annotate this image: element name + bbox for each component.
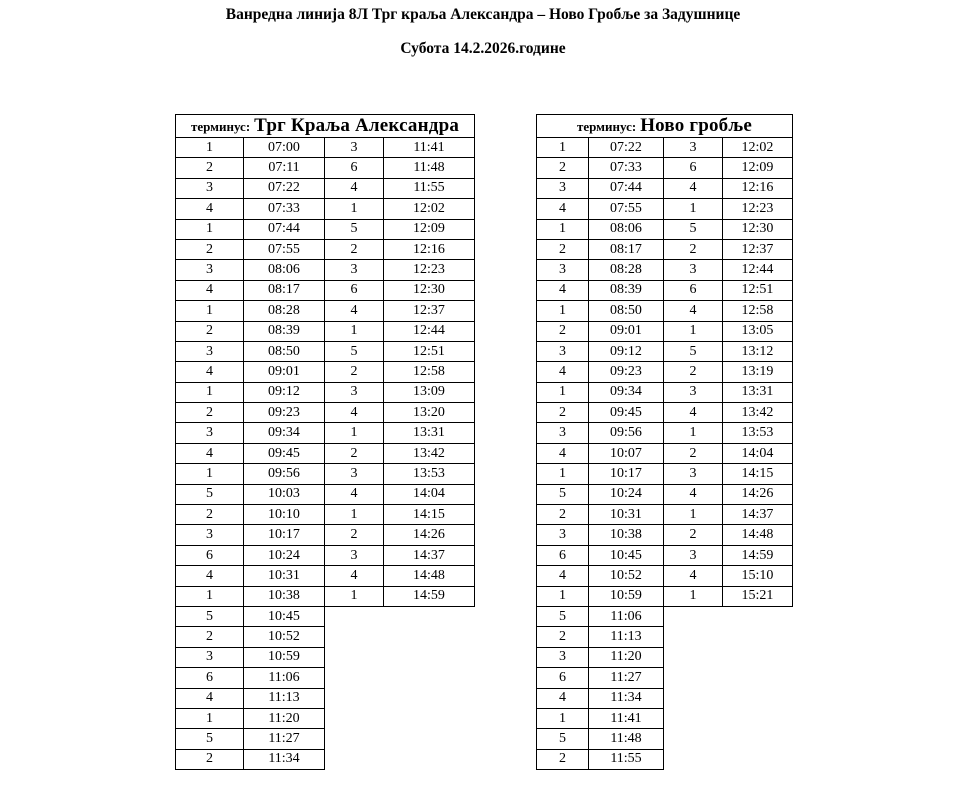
- table-row: [176, 484, 475, 504]
- table-row: [537, 586, 793, 606]
- vehicle-number-cell: 1: [325, 586, 384, 606]
- departure-time-cell: 13:53: [723, 423, 793, 443]
- table-row: [176, 749, 475, 769]
- vehicle-number-cell: 4: [176, 688, 244, 708]
- table-row: [176, 239, 475, 259]
- vehicle-number-cell: 4: [537, 362, 589, 382]
- departure-time-cell: 12:09: [384, 219, 475, 239]
- vehicle-number-cell: 3: [176, 525, 244, 545]
- vehicle-number-cell: 3: [664, 464, 723, 484]
- vehicle-number-cell: 3: [176, 178, 244, 198]
- table-row: [537, 484, 793, 504]
- vehicle-number-cell: 3: [537, 525, 589, 545]
- table-row: [537, 606, 793, 626]
- vehicle-number-cell: 5: [537, 606, 589, 626]
- departure-time-cell: 12:58: [384, 362, 475, 382]
- vehicle-number-cell: 4: [664, 301, 723, 321]
- terminus-name: Ново гробље: [640, 115, 753, 136]
- departure-time-cell: 14:15: [723, 464, 793, 484]
- table-row: [537, 199, 793, 219]
- departure-time-cell: 10:31: [244, 566, 325, 586]
- vehicle-number-cell: 4: [537, 443, 589, 463]
- departure-time-cell: 10:52: [244, 627, 325, 647]
- table-header-row: [537, 115, 793, 138]
- vehicle-number-cell: 4: [325, 301, 384, 321]
- vehicle-number-cell: 4: [537, 199, 589, 219]
- departure-time-cell: 11:27: [244, 729, 325, 749]
- departure-time-cell: 10:59: [244, 647, 325, 667]
- departure-time-cell: 11:13: [589, 627, 664, 647]
- departure-time-cell: 14:48: [384, 566, 475, 586]
- vehicle-number-cell: 5: [325, 341, 384, 361]
- departure-time-cell: 12:23: [384, 260, 475, 280]
- vehicle-number-cell: 1: [176, 138, 244, 158]
- vehicle-number-cell: 2: [537, 403, 589, 423]
- vehicle-number-cell: 1: [176, 219, 244, 239]
- vehicle-number-cell: 1: [537, 464, 589, 484]
- departure-time-cell: 11:48: [384, 158, 475, 178]
- table-row: [537, 321, 793, 341]
- vehicle-number-cell: 1: [664, 423, 723, 443]
- table-row: [537, 566, 793, 586]
- table-row: [537, 505, 793, 525]
- departure-time-cell: 09:12: [244, 382, 325, 402]
- vehicle-number-cell: 3: [325, 545, 384, 565]
- departure-time-cell: 11:20: [589, 647, 664, 667]
- vehicle-number-cell: 5: [325, 219, 384, 239]
- departure-time-cell: 14:15: [384, 505, 475, 525]
- table-row: [176, 505, 475, 525]
- departure-time-cell: 12:37: [384, 301, 475, 321]
- table-row: [537, 178, 793, 198]
- vehicle-number-cell: 6: [537, 668, 589, 688]
- departure-time-cell: 10:07: [589, 443, 664, 463]
- table-row: [537, 729, 793, 749]
- departure-time-cell: 09:56: [589, 423, 664, 443]
- vehicle-number-cell: 2: [176, 403, 244, 423]
- vehicle-number-cell: 1: [176, 382, 244, 402]
- vehicle-number-cell: 6: [325, 158, 384, 178]
- table-row: [537, 423, 793, 443]
- vehicle-number-cell: 2: [537, 505, 589, 525]
- table-row: [537, 668, 793, 688]
- vehicle-number-cell: 5: [537, 729, 589, 749]
- terminus-label: терминус:: [190, 119, 251, 134]
- departure-time-cell: 12:44: [723, 260, 793, 280]
- vehicle-number-cell: 3: [176, 341, 244, 361]
- vehicle-number-cell: 4: [664, 178, 723, 198]
- departure-time-cell: 07:33: [244, 199, 325, 219]
- departure-time-cell: 08:39: [244, 321, 325, 341]
- departure-time-cell: 08:39: [589, 280, 664, 300]
- table-row: [176, 260, 475, 280]
- vehicle-number-cell: 6: [664, 158, 723, 178]
- departure-time-cell: 09:45: [244, 443, 325, 463]
- table-row: [537, 362, 793, 382]
- table-row: [537, 464, 793, 484]
- timetable-terminus-trg-kralja-aleksandra: [175, 114, 475, 770]
- vehicle-number-cell: 4: [325, 484, 384, 504]
- vehicle-number-cell: 3: [325, 138, 384, 158]
- departure-time-cell: 09:01: [244, 362, 325, 382]
- departure-time-cell: 13:53: [384, 464, 475, 484]
- vehicle-number-cell: 1: [664, 321, 723, 341]
- departure-time-cell: 13:19: [723, 362, 793, 382]
- departure-time-cell: 09:23: [244, 403, 325, 423]
- departure-time-cell: 12:51: [384, 341, 475, 361]
- departure-time-cell: 12:30: [384, 280, 475, 300]
- vehicle-number-cell: 1: [176, 301, 244, 321]
- vehicle-number-cell: 5: [537, 484, 589, 504]
- table-row: [176, 586, 475, 606]
- departure-time-cell: 13:31: [384, 423, 475, 443]
- departure-time-cell: 12:51: [723, 280, 793, 300]
- table-row: [537, 301, 793, 321]
- vehicle-number-cell: 4: [664, 403, 723, 423]
- timetable-table-left: [175, 114, 475, 770]
- departure-time-cell: 10:03: [244, 484, 325, 504]
- table-row: [176, 627, 475, 647]
- table-row: [537, 749, 793, 769]
- table-row: [537, 341, 793, 361]
- vehicle-number-cell: 2: [325, 239, 384, 259]
- vehicle-number-cell: 5: [176, 729, 244, 749]
- vehicle-number-cell: 4: [537, 280, 589, 300]
- table-row: [176, 280, 475, 300]
- vehicle-number-cell: 3: [325, 260, 384, 280]
- departure-time-cell: 08:17: [244, 280, 325, 300]
- departure-time-cell: 07:55: [244, 239, 325, 259]
- table-row: [537, 239, 793, 259]
- departure-time-cell: 08:06: [589, 219, 664, 239]
- departure-time-cell: 08:50: [244, 341, 325, 361]
- vehicle-number-cell: 5: [664, 219, 723, 239]
- vehicle-number-cell: 2: [664, 525, 723, 545]
- departure-time-cell: 11:55: [384, 178, 475, 198]
- departure-time-cell: 10:52: [589, 566, 664, 586]
- vehicle-number-cell: 3: [537, 178, 589, 198]
- departure-time-cell: 13:05: [723, 321, 793, 341]
- departure-time-cell: 07:11: [244, 158, 325, 178]
- departure-time-cell: 10:38: [589, 525, 664, 545]
- page-title: Ванредна линија 8Л Трг краља Александра – Ново Гробље за Задушнице: [225, 6, 741, 23]
- table-row: [537, 219, 793, 239]
- vehicle-number-cell: 2: [537, 321, 589, 341]
- table-row: [176, 403, 475, 423]
- vehicle-number-cell: 2: [537, 627, 589, 647]
- departure-time-cell: 12:37: [723, 239, 793, 259]
- vehicle-number-cell: 5: [176, 606, 244, 626]
- table-row: [537, 158, 793, 178]
- vehicle-number-cell: 1: [537, 708, 589, 728]
- departure-time-cell: 11:06: [244, 668, 325, 688]
- table-row: [176, 647, 475, 667]
- vehicle-number-cell: 3: [537, 341, 589, 361]
- terminus-label: терминус:: [576, 119, 637, 134]
- vehicle-number-cell: 1: [537, 301, 589, 321]
- departure-time-cell: 07:22: [589, 138, 664, 158]
- vehicle-number-cell: 2: [176, 321, 244, 341]
- vehicle-number-cell: 3: [537, 423, 589, 443]
- departure-time-cell: 07:33: [589, 158, 664, 178]
- vehicle-number-cell: 2: [664, 443, 723, 463]
- departure-time-cell: 12:44: [384, 321, 475, 341]
- departure-time-cell: 14:26: [384, 525, 475, 545]
- vehicle-number-cell: 3: [664, 545, 723, 565]
- vehicle-number-cell: 2: [325, 443, 384, 463]
- departure-time-cell: 09:45: [589, 403, 664, 423]
- departure-time-cell: 11:55: [589, 749, 664, 769]
- vehicle-number-cell: 1: [325, 199, 384, 219]
- departure-time-cell: 10:10: [244, 505, 325, 525]
- timetable-table-right: [536, 114, 793, 770]
- departure-time-cell: 14:59: [384, 586, 475, 606]
- vehicle-number-cell: 6: [325, 280, 384, 300]
- vehicle-number-cell: 1: [176, 586, 244, 606]
- table-row: [537, 138, 793, 158]
- table-row: [176, 668, 475, 688]
- vehicle-number-cell: 4: [325, 566, 384, 586]
- departure-time-cell: 08:28: [244, 301, 325, 321]
- departure-time-cell: 13:42: [723, 403, 793, 423]
- vehicle-number-cell: 3: [664, 382, 723, 402]
- vehicle-number-cell: 1: [537, 586, 589, 606]
- departure-time-cell: 12:02: [384, 199, 475, 219]
- vehicle-number-cell: 6: [537, 545, 589, 565]
- departure-time-cell: 13:12: [723, 341, 793, 361]
- departure-time-cell: 12:58: [723, 301, 793, 321]
- vehicle-number-cell: 4: [176, 443, 244, 463]
- departure-time-cell: 10:24: [589, 484, 664, 504]
- table-row: [176, 178, 475, 198]
- departure-time-cell: 08:50: [589, 301, 664, 321]
- table-row: [537, 280, 793, 300]
- departure-time-cell: 07:44: [244, 219, 325, 239]
- vehicle-number-cell: 1: [325, 321, 384, 341]
- terminus-name: Трг Краља Александра: [254, 115, 460, 136]
- departure-time-cell: 13:09: [384, 382, 475, 402]
- vehicle-number-cell: 4: [176, 280, 244, 300]
- vehicle-number-cell: 4: [537, 688, 589, 708]
- vehicle-number-cell: 6: [176, 668, 244, 688]
- table-row: [176, 321, 475, 341]
- departure-time-cell: 09:34: [244, 423, 325, 443]
- table-row: [176, 688, 475, 708]
- vehicle-number-cell: 5: [176, 484, 244, 504]
- vehicle-number-cell: 3: [537, 260, 589, 280]
- departure-time-cell: 12:09: [723, 158, 793, 178]
- vehicle-number-cell: 1: [537, 382, 589, 402]
- departure-time-cell: 14:37: [723, 505, 793, 525]
- table-row: [176, 158, 475, 178]
- departure-time-cell: 13:42: [384, 443, 475, 463]
- table-row: [537, 403, 793, 423]
- vehicle-number-cell: 3: [325, 382, 384, 402]
- table-row: [537, 260, 793, 280]
- vehicle-number-cell: 4: [664, 484, 723, 504]
- vehicle-number-cell: 3: [176, 260, 244, 280]
- departure-time-cell: 09:12: [589, 341, 664, 361]
- vehicle-number-cell: 3: [325, 464, 384, 484]
- vehicle-number-cell: 1: [664, 505, 723, 525]
- table-row: [537, 525, 793, 545]
- departure-time-cell: 08:06: [244, 260, 325, 280]
- departure-time-cell: 10:17: [589, 464, 664, 484]
- departure-time-cell: 12:16: [723, 178, 793, 198]
- departure-time-cell: 11:06: [589, 606, 664, 626]
- departure-time-cell: 11:27: [589, 668, 664, 688]
- departure-time-cell: 09:23: [589, 362, 664, 382]
- vehicle-number-cell: 2: [176, 239, 244, 259]
- vehicle-number-cell: 1: [664, 199, 723, 219]
- departure-time-cell: 14:59: [723, 545, 793, 565]
- departure-time-cell: 12:30: [723, 219, 793, 239]
- departure-time-cell: 14:04: [384, 484, 475, 504]
- vehicle-number-cell: 1: [176, 464, 244, 484]
- departure-time-cell: 12:02: [723, 138, 793, 158]
- vehicle-number-cell: 1: [325, 505, 384, 525]
- vehicle-number-cell: 2: [664, 362, 723, 382]
- departure-time-cell: 14:37: [384, 545, 475, 565]
- vehicle-number-cell: 5: [664, 341, 723, 361]
- vehicle-number-cell: 3: [537, 647, 589, 667]
- table-row: [537, 443, 793, 463]
- departure-time-cell: 14:04: [723, 443, 793, 463]
- table-row: [537, 688, 793, 708]
- vehicle-number-cell: 4: [664, 566, 723, 586]
- table-row: [176, 525, 475, 545]
- vehicle-number-cell: 2: [325, 525, 384, 545]
- departure-time-cell: 08:17: [589, 239, 664, 259]
- departure-time-cell: 11:34: [589, 688, 664, 708]
- departure-time-cell: 15:10: [723, 566, 793, 586]
- departure-time-cell: 11:48: [589, 729, 664, 749]
- vehicle-number-cell: 2: [176, 505, 244, 525]
- vehicle-number-cell: 2: [176, 749, 244, 769]
- vehicle-number-cell: 2: [176, 158, 244, 178]
- departure-time-cell: 10:45: [244, 606, 325, 626]
- departure-time-cell: 11:41: [589, 708, 664, 728]
- departure-time-cell: 09:56: [244, 464, 325, 484]
- table-row: [176, 382, 475, 402]
- departure-time-cell: 15:21: [723, 586, 793, 606]
- vehicle-number-cell: 3: [176, 423, 244, 443]
- table-row: [176, 301, 475, 321]
- vehicle-number-cell: 1: [537, 219, 589, 239]
- departure-time-cell: 10:31: [589, 505, 664, 525]
- table-header-cell: [176, 115, 475, 138]
- departure-time-cell: 13:31: [723, 382, 793, 402]
- vehicle-number-cell: 3: [664, 260, 723, 280]
- timetable-terminus-novo-groblje: [536, 114, 793, 770]
- page-date: Субота 14.2.2026.године: [400, 40, 566, 57]
- departure-time-cell: 10:17: [244, 525, 325, 545]
- departure-time-cell: 10:59: [589, 586, 664, 606]
- table-row: [176, 423, 475, 443]
- departure-time-cell: 07:44: [589, 178, 664, 198]
- vehicle-number-cell: 3: [176, 647, 244, 667]
- table-row: [176, 464, 475, 484]
- departure-time-cell: 10:45: [589, 545, 664, 565]
- departure-time-cell: 07:22: [244, 178, 325, 198]
- vehicle-number-cell: 2: [537, 158, 589, 178]
- vehicle-number-cell: 1: [664, 586, 723, 606]
- vehicle-number-cell: 3: [664, 138, 723, 158]
- departure-time-cell: 11:41: [384, 138, 475, 158]
- departure-time-cell: 09:01: [589, 321, 664, 341]
- vehicle-number-cell: 2: [537, 239, 589, 259]
- vehicle-number-cell: 4: [176, 362, 244, 382]
- departure-time-cell: 12:16: [384, 239, 475, 259]
- table-row: [176, 606, 475, 626]
- vehicle-number-cell: 4: [176, 199, 244, 219]
- vehicle-number-cell: 2: [176, 627, 244, 647]
- table-row: [176, 729, 475, 749]
- vehicle-number-cell: 2: [664, 239, 723, 259]
- table-row: [537, 545, 793, 565]
- table-header-row: [176, 115, 475, 138]
- vehicle-number-cell: 4: [176, 566, 244, 586]
- departure-time-cell: 14:26: [723, 484, 793, 504]
- table-row: [537, 627, 793, 647]
- table-row: [176, 138, 475, 158]
- departure-time-cell: 14:48: [723, 525, 793, 545]
- vehicle-number-cell: 6: [664, 280, 723, 300]
- vehicle-number-cell: 2: [537, 749, 589, 769]
- table-row: [537, 382, 793, 402]
- departure-time-cell: 11:13: [244, 688, 325, 708]
- vehicle-number-cell: 1: [537, 138, 589, 158]
- departure-time-cell: 07:55: [589, 199, 664, 219]
- departure-time-cell: 09:34: [589, 382, 664, 402]
- vehicle-number-cell: 1: [325, 423, 384, 443]
- vehicle-number-cell: 1: [176, 708, 244, 728]
- table-row: [176, 199, 475, 219]
- table-header-cell: [537, 115, 793, 138]
- table-row: [176, 362, 475, 382]
- vehicle-number-cell: 4: [325, 178, 384, 198]
- table-row: [176, 708, 475, 728]
- table-row: [537, 708, 793, 728]
- table-body: [176, 138, 475, 770]
- table-row: [176, 545, 475, 565]
- vehicle-number-cell: 4: [325, 403, 384, 423]
- departure-time-cell: 10:38: [244, 586, 325, 606]
- vehicle-number-cell: 2: [325, 362, 384, 382]
- vehicle-number-cell: 6: [176, 545, 244, 565]
- departure-time-cell: 10:24: [244, 545, 325, 565]
- table-row: [537, 647, 793, 667]
- vehicle-number-cell: 4: [537, 566, 589, 586]
- table-body: [537, 138, 793, 770]
- table-row: [176, 443, 475, 463]
- departure-time-cell: 12:23: [723, 199, 793, 219]
- departure-time-cell: 07:00: [244, 138, 325, 158]
- table-row: [176, 219, 475, 239]
- departure-time-cell: 11:20: [244, 708, 325, 728]
- departure-time-cell: 11:34: [244, 749, 325, 769]
- table-row: [176, 566, 475, 586]
- table-row: [176, 341, 475, 361]
- departure-time-cell: 08:28: [589, 260, 664, 280]
- departure-time-cell: 13:20: [384, 403, 475, 423]
